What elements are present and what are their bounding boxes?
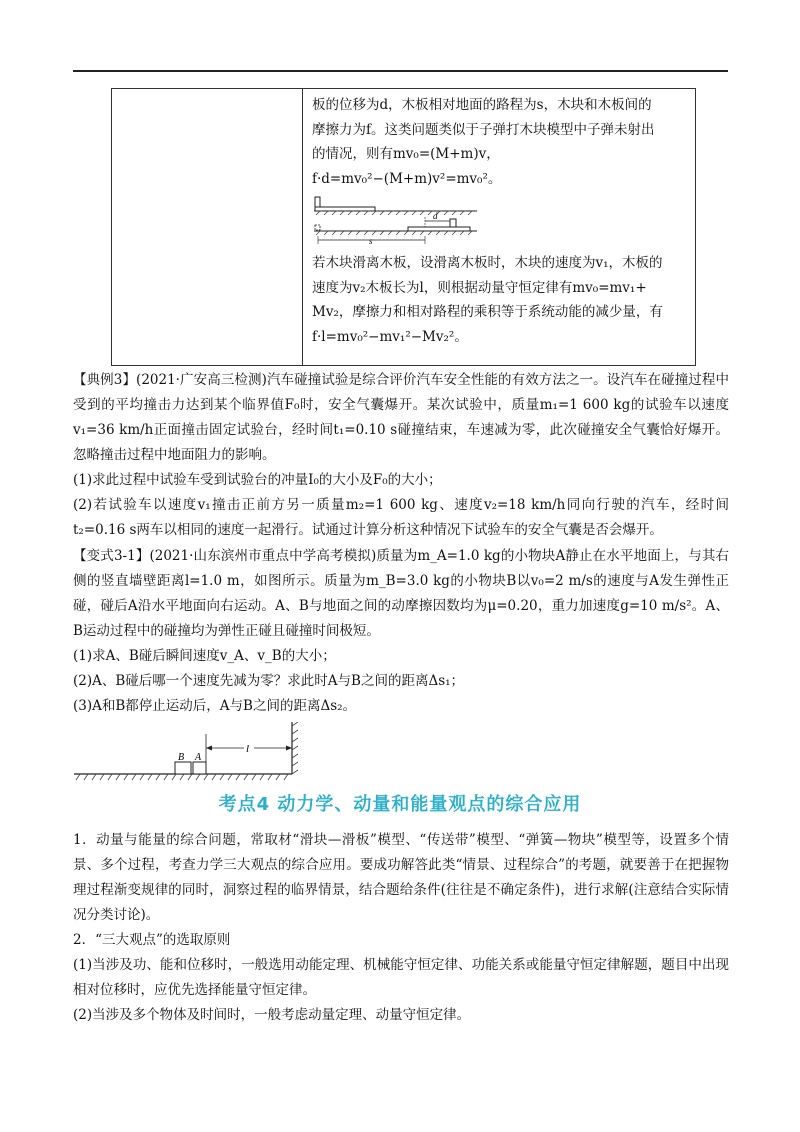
content-table bbox=[111, 88, 696, 366]
variant-3-1-block bbox=[73, 544, 729, 719]
example-3-q2: (2)若试验车以速度v₁撞击正前方另一质量m₂=1 600 kg、速度v₂=18 km/h同向行驶的汽车，经时间t₂=0.16 s两车以相同的速度一起滑行。试通过计算分析这种情况下试验车的安全气囊是否会爆开。 bbox=[73, 497, 729, 538]
section-point-2-heading: 2．“三大观点”的选取原则 bbox=[73, 932, 231, 948]
table-line: 板的位移为d，木板相对地面的路程为s，木块和木板间的 bbox=[312, 97, 652, 113]
floor-hatch bbox=[76, 774, 288, 780]
wall-hatch bbox=[292, 722, 298, 774]
variant-3-1-q1: (1)求A、B碰后瞬间速度v_A、v_B的大小； bbox=[73, 648, 336, 664]
ground-hatch-bottom bbox=[316, 231, 472, 235]
ground-hatch-top bbox=[316, 211, 472, 215]
section-rule-2: (2)当涉及多个物体及时间时，一般考虑动量定理、动量守恒定律。 bbox=[73, 1007, 471, 1023]
s-label: s bbox=[369, 236, 373, 245]
l-arrowhead-right bbox=[286, 746, 292, 751]
board-initial bbox=[315, 207, 375, 211]
board-final bbox=[408, 227, 470, 231]
example-3-stem: 【典例3】(2021·广安高三检测)汽车碰撞试验是综合评价汽车安全性能的有效方法之一。设汽车在碰撞过程中受到的平均撞击力达到某个临界值F₀时，安全气囊爆开。某次试验中，质量m₁=1 600 kg的试验车以速度v₁=36 km/h正面撞击固定试验台，经时间t₁=0.10 s碰撞结束，车速减为零，此次碰撞安全气囊恰好爆开。忽略撞击过程中地面阻力的影响。 bbox=[73, 372, 729, 463]
label-a: A bbox=[195, 752, 202, 763]
block-final bbox=[450, 219, 456, 227]
example-3-q1: (1)求此过程中试验车受到试验台的冲量I₀的大小及F₀的大小； bbox=[73, 472, 442, 488]
section-point-1: 1．动量与能量的综合问题，常取材“滑块—滑板”模型、“传送带”模型、“弹簧—物块”模型等，设置多个情景、多个过程，考查力学三大观点的综合应用。要成功解答此类“情景、过程综合”的考题，就要善于在把握物理过程渐变规律的同时，洞察过程的临界情景，结合题给条件(往往是不确定条件)，进行求解(注意结合实际情况分类讨论)。 bbox=[73, 832, 729, 923]
table-line: 的情况，则有mv₀=(M+m)v， bbox=[312, 146, 500, 162]
table-line: f·d=mv₀²−(M+m)v²=mv₀²。 bbox=[312, 170, 502, 187]
block-initial bbox=[315, 197, 320, 207]
header-rule bbox=[73, 70, 728, 72]
variant-3-1-q3: (3)A和B都停止运动后，A与B之间的距离Δs₂。 bbox=[73, 698, 357, 714]
block-b bbox=[175, 762, 191, 774]
label-b: B bbox=[178, 752, 185, 763]
table-line: Mv₂，摩擦力和相对路程的乘积等于系统动能的减少量，有 bbox=[312, 304, 663, 320]
block-ghost bbox=[315, 225, 320, 230]
table-column-divider bbox=[302, 89, 303, 365]
label-l: l bbox=[246, 743, 250, 755]
example-3-block bbox=[73, 368, 729, 543]
section-rule-1: (1)当涉及功、能和位移时，一般选用动能定理、机械能守恒定律、功能关系或能量守恒定律解题，题目中出现相对位移时，应优先选择能量守恒定律。 bbox=[73, 957, 729, 998]
table-line: f·l=mv₀²−mv₁²−Mv₂²。 bbox=[312, 328, 468, 345]
d-label: d bbox=[433, 211, 438, 221]
section-title: 考点4 动力学、动量和能量观点的综合应用 bbox=[218, 794, 582, 815]
wall-blocks-figure bbox=[74, 722, 306, 784]
table-line: 摩擦力为f。这类问题类似于子弹打木块模型中子弹未射出 bbox=[312, 121, 655, 138]
variant-3-1-stem: 【变式3-1】(2021·山东滨州市重点中学高考模拟)质量为m_A=1.0 kg的小物块A静止在水平地面上，与其右侧的竖直墙壁距离l=1.0 m，如图所示。质量为m_B=3.0 kg的小物块B以v₀=2 m/s的速度与A发生弹性正碰，碰后A沿水平地面向右运动。A、B与地面之间的动摩擦因数均为μ=0.20，重力加速度g=10 m/s²。A、B运动过程中的碰撞均为弹性正碰且碰撞时间极短。 bbox=[73, 548, 729, 639]
block-a bbox=[193, 762, 206, 774]
table-line: 若木块滑离木板，设滑离木板时，木块的速度为v₁，木板的 bbox=[312, 255, 663, 271]
table-line: 速度为v₂木板长为l，则根据动量守恒定律有mv₀=mv₁+ bbox=[312, 279, 647, 296]
section-body bbox=[73, 828, 729, 1028]
table-cell-text bbox=[312, 93, 690, 349]
block-board-figure bbox=[312, 195, 482, 245]
l-arrowhead-left bbox=[206, 746, 212, 751]
variant-3-1-q2: (2)A、B碰后哪一个速度先减为零？求此时A与B之间的距离Δs₁； bbox=[73, 673, 465, 689]
